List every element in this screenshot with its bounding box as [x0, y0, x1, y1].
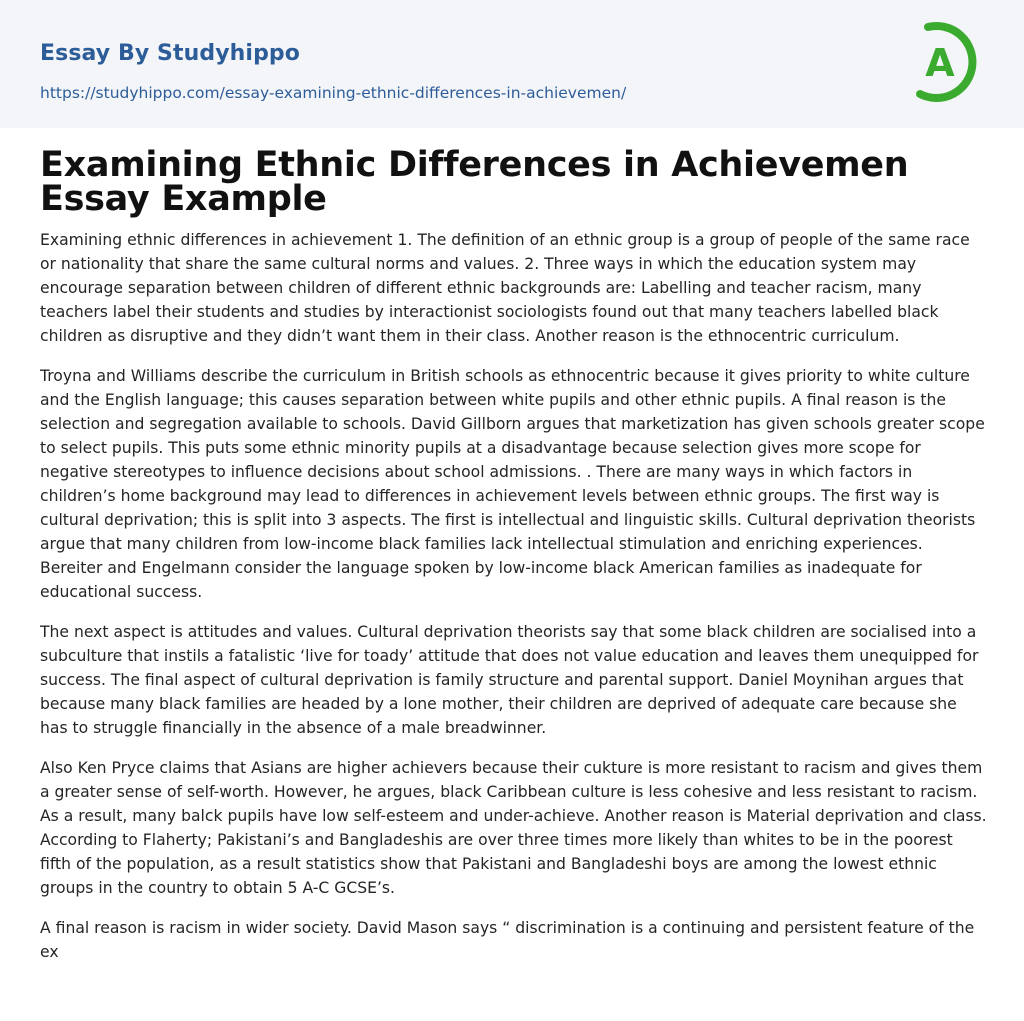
essay-paragraph-2: Troyna and Williams describe the curriculum in British schools as ethnocentric because it gives priority to white culture and the English language; this causes separation between white pupils and other ethnic pupils. A final reason is the selection and segregation available to schools. David Gillborn argues that marketization has given schools greater scope to select pupils. This puts some ethnic minority pupils at a disadvantage because selection gives more scope for negative stereotypes to influence decisions about school admissions. . There are many ways in which factors in children’s home background may lead to differences in achievement levels between ethnic groups. The first way is cultural deprivation; this is split into 3 aspects. The first is intellectual and linguistic skills. Cultural deprivation theorists argue that many children from low-income black families lack intellectual stimulation and enriching experiences. Bereiter and Engelmann consider the language spoken by low-income black American families as inadequate for educational success. [40, 367, 985, 601]
essay-url-link[interactable]: https://studyhippo.com/essay-examining-ethnic-differences-in-achievemen/ [40, 84, 627, 102]
essay-paragraph-1: Examining ethnic differences in achievement 1. The definition of an ethnic group is a group of people of the same race or nationality that share the same cultural norms and values. 2. Three ways in which the education system may encourage separation between children of different ethnic backgrounds are: Labelling and teacher racism, many teachers label their students and studies by interactionist sociologists found out that many teachers labelled black children as disruptive and they didn’t want them in their class. Another reason is the ethnocentric curriculum. [40, 231, 970, 345]
essay-paragraph-4: Also Ken Pryce claims that Asians are higher achievers because their cukture is more resistant to racism and gives them a greater sense of self-worth. However, he argues, black Caribbean culture is less cohesive and less resistant to racism. As a result, many balck pupils have low self-esteem and under-achieve. Another reason is Material deprivation and class. According to Flaherty; Pakistani’s and Bangladeshis are over three times more likely than whites to be in the poorest fifth of the population, as a result statistics show that Pakistani and Bangladeshi boys are among the lowest ethnic groups in the country to obtain 5 A-C GCSE’s. [40, 759, 987, 897]
site-header [0, 0, 1024, 128]
essay-title: Examining Ethnic Differences in Achievemen Essay Example [40, 145, 909, 219]
studyhippo-logo-icon[interactable] [904, 17, 988, 107]
essay-paragraph-5: A final reason is racism in wider society. David Mason says “ discrimination is a continuing and persistent feature of the ex [40, 919, 975, 961]
essay-paragraph-3: The next aspect is attitudes and values. Cultural deprivation theorists say that some black children are socialised into a subculture that instils a fatalistic ‘live for toady’ attitude that does not value education and leaves them unequipped for success. The final aspect of cultural deprivation is family structure and parental support. Daniel Moynihan argues that because many black families are headed by a lone mother, their children are deprived of adequate care because she has to struggle financially in the absence of a male breadwinner. [40, 623, 979, 737]
svg-text:A: A [925, 41, 955, 85]
essay-content [40, 145, 988, 980]
site-brand[interactable]: Essay By Studyhippo [40, 41, 300, 66]
